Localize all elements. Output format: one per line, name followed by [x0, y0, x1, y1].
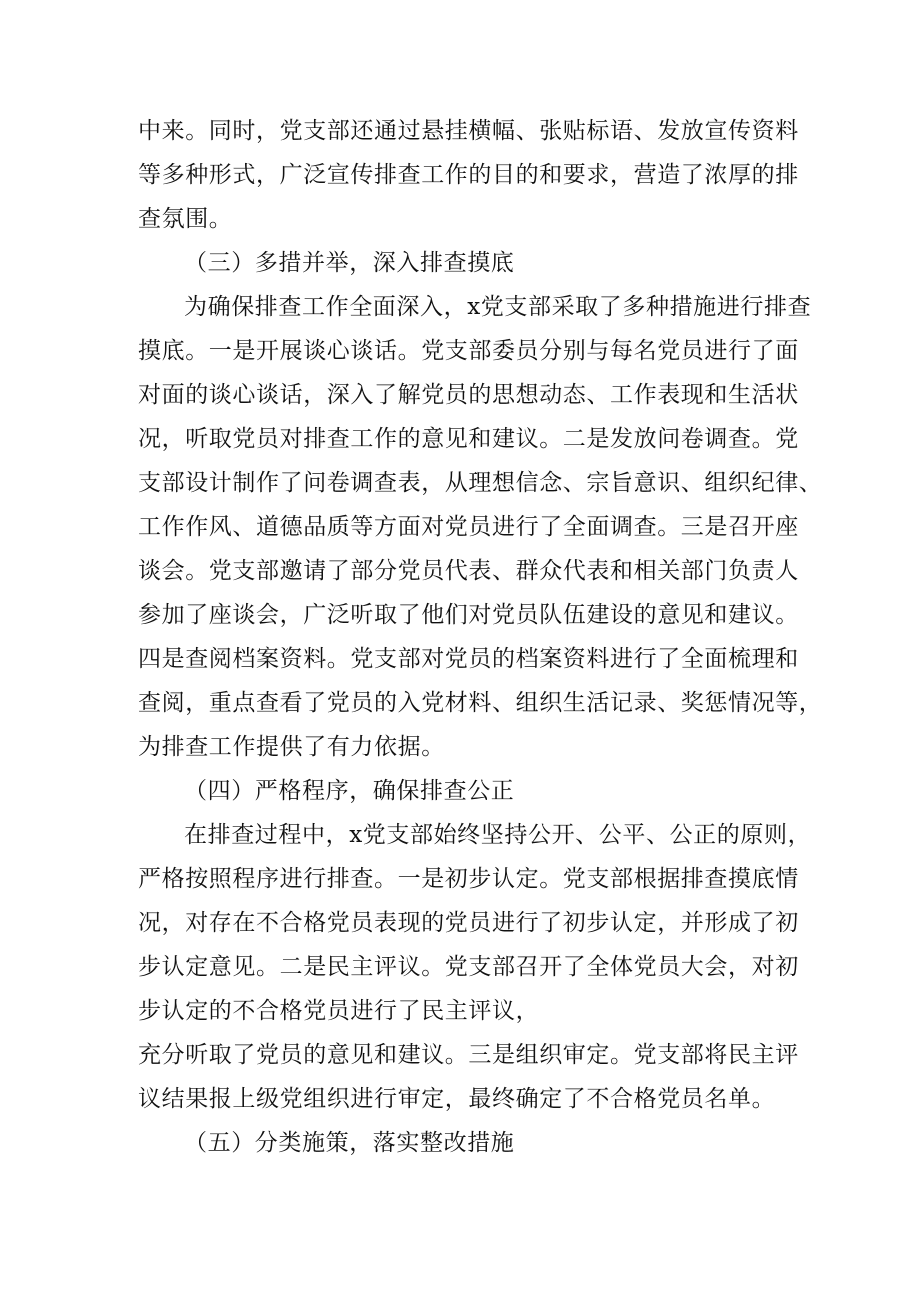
section-heading: （五）分类施策，落实整改措施 — [184, 1130, 515, 1156]
text-line: 谈会。党支部邀请了部分党员代表、群众代表和相关部门负责人 — [138, 558, 799, 584]
text-line: 况，听取党员对排查工作的意见和建议。二是发放问卷调查。党 — [138, 426, 799, 452]
text-line: 四是查阅档案资料。党支部对党员的档案资料进行了全面梳理和 — [138, 646, 799, 672]
text-line: 步认定的不合格党员进行了民主评议， — [138, 998, 540, 1024]
text-line: 支部设计制作了问卷调查表，从理想信念、宗旨意识、组织纪律、 — [138, 470, 823, 496]
text-line: 为排查工作提供了有力依据。 — [138, 734, 445, 760]
text-line: 议结果报上级党组织进行审定，最终确定了不合格党员名单。 — [138, 1086, 776, 1112]
text-line: 查阅，重点查看了党员的入党材料、组织生活记录、奖惩情况等， — [138, 690, 823, 716]
text-line: 查氛围。 — [138, 206, 233, 232]
text-line: 步认定意见。二是民主评议。党支部召开了全体党员大会，对初 — [138, 954, 799, 980]
text-line: 在排查过程中，x党支部始终坚持公开、公平、公正的原则， — [184, 822, 812, 848]
text-line: 工作作风、道德品质等方面对党员进行了全面调查。三是召开座 — [138, 514, 799, 540]
section-heading: （四）严格程序，确保排查公正 — [184, 778, 515, 804]
section-heading: （三）多措并举，深入排查摸底 — [184, 250, 515, 276]
text-line: 为确保排查工作全面深入，x党支部采取了多种措施进行排查 — [184, 294, 812, 320]
text-line: 况，对存在不合格党员表现的党员进行了初步认定，并形成了初 — [138, 910, 799, 936]
text-line: 摸底。一是开展谈心谈话。党支部委员分别与每名党员进行了面 — [138, 338, 799, 364]
text-line: 中来。同时，党支部还通过悬挂横幅、张贴标语、发放宣传资料 — [138, 118, 799, 144]
text-line: 严格按照程序进行排查。一是初步认定。党支部根据排查摸底情 — [138, 866, 799, 892]
text-line: 对面的谈心谈话，深入了解党员的思想动态、工作表现和生活状 — [138, 382, 799, 408]
text-line: 等多种形式，广泛宣传排查工作的目的和要求，营造了浓厚的排 — [138, 162, 799, 188]
text-line: 参加了座谈会，广泛听取了他们对党员队伍建设的意见和建议。 — [138, 602, 799, 628]
text-line: 充分听取了党员的意见和建议。三是组织审定。党支部将民主评 — [138, 1042, 799, 1068]
